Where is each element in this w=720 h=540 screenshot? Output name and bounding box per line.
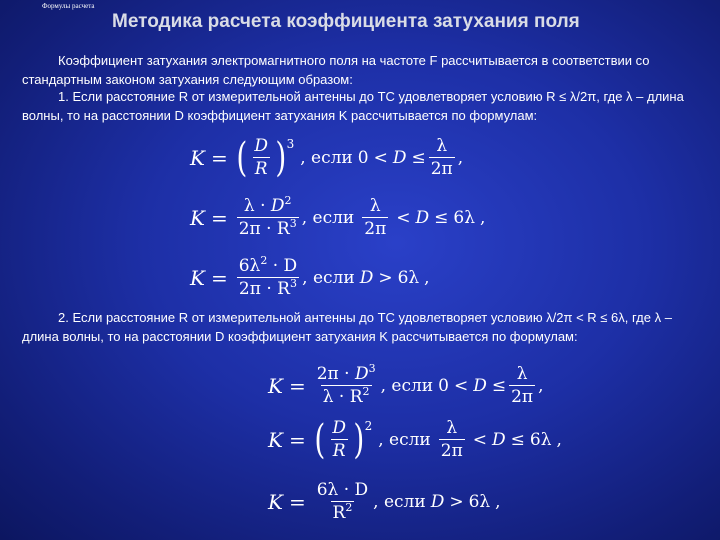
formula-fraction bbox=[509, 364, 535, 407]
fraction-denominator: R bbox=[332, 441, 346, 461]
formula-condition-word: , если bbox=[380, 375, 434, 396]
formula-2-1 bbox=[268, 364, 543, 407]
formula-less-than: < bbox=[396, 207, 411, 228]
formula-symbol-k: K bbox=[268, 489, 283, 514]
fraction-power: 2 bbox=[260, 254, 268, 267]
case1-paragraph: 1. Если расстояние R от измерительной антенны до ТС удовлетворяет условию R ≤ λ/2π, где λ – длина волны, то на расстоянии D коэффициент затухания K рассчитывается по формулам: bbox=[22, 89, 684, 123]
intro-paragraph: Коэффициент затухания электромагнитного поля на частоте F рассчитывается в соответствии со стандартным законом затухания следующим образом: bbox=[22, 53, 650, 87]
formula-less-than: < bbox=[453, 375, 469, 396]
formula-2-3 bbox=[268, 480, 501, 523]
formula-symbol-k: K bbox=[190, 205, 205, 230]
fraction-power: 2 bbox=[362, 385, 370, 398]
formula-less-equal: ≤ bbox=[434, 207, 449, 228]
page-title: Методика расчета коэффициента затухания поля bbox=[112, 11, 580, 32]
formula-symbol-k: K bbox=[268, 427, 283, 452]
formula-equals: = bbox=[210, 145, 228, 170]
fraction-numerator: λ bbox=[436, 136, 448, 156]
formula-paren-right: ) bbox=[275, 134, 287, 181]
formula-symbol-k: K bbox=[268, 373, 283, 398]
formula-power: 3 bbox=[286, 136, 295, 151]
fraction-power: 3 bbox=[368, 362, 376, 375]
formula-less-equal: ≤ bbox=[491, 375, 507, 396]
fraction-denominator: 2π bbox=[364, 219, 387, 239]
fraction-denominator: 2π bbox=[511, 387, 534, 407]
formula-fraction: $\frac{\lambda \cdot D^2}{2\pi \cdot R^3}$ bbox=[238, 194, 297, 239]
formula-less-equal: ≤ bbox=[411, 147, 426, 168]
formula-comma: , bbox=[556, 429, 562, 450]
fraction-denominator: 2π bbox=[440, 441, 463, 461]
formula-greater-than: > bbox=[378, 267, 393, 288]
formula-condition-word: , если bbox=[300, 147, 353, 168]
formula-symbol-d: D bbox=[430, 491, 445, 512]
formula-six-lambda: 6λ bbox=[397, 267, 420, 288]
fraction-numerator: D bbox=[332, 418, 346, 438]
case2-paragraph: 2. Если расстояние R от измерительной антенны до ТС удовлетворяет условию λ/2π < R ≤ 6λ, где λ – длина волны, то на расстоянии D коэффициент затухания K рассчитывается по формулам: bbox=[22, 310, 672, 344]
fraction-numerator: D bbox=[254, 136, 268, 156]
formula-symbol-k: K bbox=[190, 145, 205, 170]
formula-fraction: $\frac{6\lambda^2 \cdot D}{2\pi \cdot R^3}$ bbox=[238, 254, 298, 299]
formula-symbol-d: D bbox=[492, 429, 506, 450]
formula-equals: = bbox=[288, 427, 306, 452]
formula-six-lambda: 6λ bbox=[529, 429, 552, 450]
formula-condition-word: , если bbox=[378, 429, 431, 450]
fraction-denominator: 2π bbox=[238, 219, 261, 239]
formula-fraction bbox=[429, 136, 455, 179]
fraction-numerator: 6λ · D bbox=[316, 480, 369, 500]
formula-equals: = bbox=[288, 373, 306, 398]
formula-1-1 bbox=[190, 136, 463, 179]
formula-fraction bbox=[252, 136, 270, 179]
fraction-numerator: 2π bbox=[316, 364, 339, 384]
fraction-denominator: 2π bbox=[238, 279, 261, 299]
formula-fraction bbox=[330, 418, 348, 461]
formula-power: 2 bbox=[364, 418, 373, 433]
formula-less-than: < bbox=[373, 147, 388, 168]
formula-symbol-k: K bbox=[190, 265, 205, 290]
fraction-numerator: λ bbox=[516, 364, 528, 384]
formula-1-2 bbox=[190, 196, 490, 239]
formula-six-lambda: 6λ bbox=[468, 491, 491, 512]
formula-six-lambda: 6λ bbox=[453, 207, 475, 228]
fraction-power: 3 bbox=[289, 277, 297, 290]
formula-fraction: $\frac{6\lambda \cdot D}{R^2}$ bbox=[316, 480, 369, 523]
formula-comma: , bbox=[457, 147, 464, 168]
formula-equals: = bbox=[288, 489, 306, 514]
fraction-numerator-d: D bbox=[270, 196, 285, 216]
formula-paren-right: ) bbox=[353, 416, 365, 463]
formula-fraction bbox=[362, 196, 388, 239]
fraction-numerator: λ bbox=[369, 196, 381, 216]
formula-equals: = bbox=[210, 205, 228, 230]
formula-paren-left: ( bbox=[314, 416, 325, 463]
formula-condition-word: , если bbox=[373, 491, 426, 512]
formula-symbol-d: D bbox=[415, 207, 430, 228]
formula-condition-word: , если bbox=[301, 207, 355, 228]
formula-greater-than: > bbox=[449, 491, 464, 512]
formula-less-than: < bbox=[472, 429, 487, 450]
formula-symbol-d: D bbox=[359, 267, 374, 288]
formula-comma: , bbox=[538, 375, 544, 396]
formula-zero: 0 bbox=[438, 375, 449, 396]
formula-comma: , bbox=[480, 207, 486, 228]
fraction-denominator: R bbox=[254, 159, 268, 179]
formula-1-3 bbox=[190, 256, 430, 299]
fraction-power: 3 bbox=[289, 217, 297, 230]
formula-comma: , bbox=[424, 267, 430, 288]
formula-comma: , bbox=[495, 491, 501, 512]
fraction-numerator: λ bbox=[446, 418, 458, 438]
fraction-power: 2 bbox=[345, 501, 353, 514]
formula-2-2 bbox=[268, 418, 567, 461]
formula-fraction bbox=[439, 418, 465, 461]
fraction-power: 2 bbox=[284, 194, 292, 207]
formula-less-equal: ≤ bbox=[510, 429, 525, 450]
formula-fraction: $\frac{2\pi \cdot D^3}{\lambda \cdot R^2}$ bbox=[316, 362, 376, 407]
fraction-denominator: 2π bbox=[430, 159, 453, 179]
corner-label: Формулы расчета bbox=[42, 2, 95, 10]
formula-symbol-d: D bbox=[473, 375, 487, 396]
formula-symbol-d: D bbox=[392, 147, 407, 168]
formula-equals: = bbox=[210, 265, 228, 290]
fraction-numerator: λ bbox=[243, 196, 255, 216]
formula-zero: 0 bbox=[357, 147, 369, 168]
formula-condition-word: , если bbox=[302, 267, 355, 288]
formula-paren-left: ( bbox=[236, 134, 247, 181]
fraction-denominator: λ bbox=[322, 387, 334, 407]
